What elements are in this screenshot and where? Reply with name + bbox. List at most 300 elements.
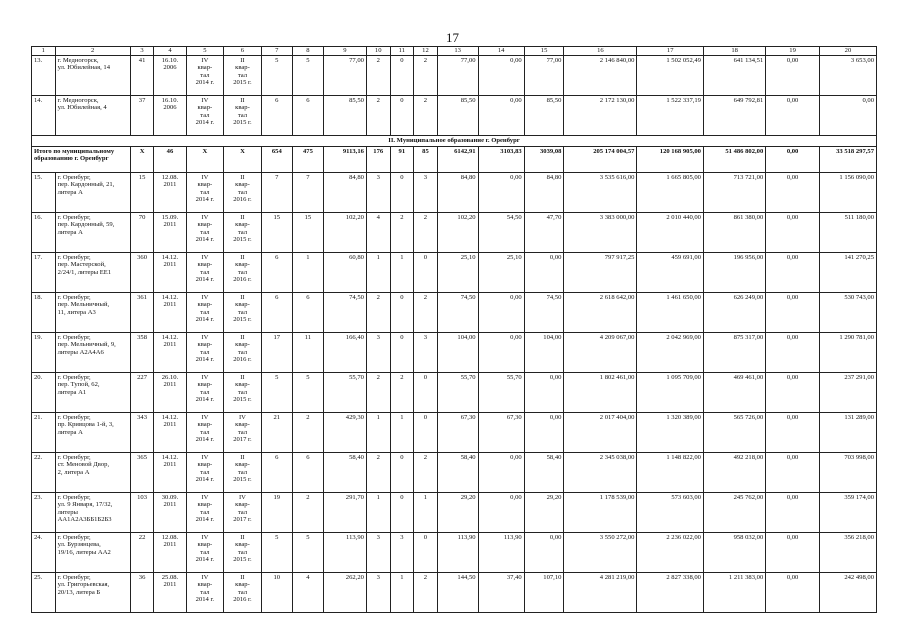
value-cell: 0,00 xyxy=(766,373,820,413)
value-cell: 649 792,81 xyxy=(703,96,765,136)
column-number-cell: 9 xyxy=(323,47,366,56)
address-cell: г. Оренбург, пр. Кривцова 1-й, 3, литера А xyxy=(55,413,130,453)
value-cell: 113,90 xyxy=(437,533,478,573)
value-cell: 37 xyxy=(130,96,154,136)
value-cell: 0,00 xyxy=(766,453,820,493)
value-cell: 15.09. 2011 xyxy=(154,213,186,253)
column-number-cell: 1 xyxy=(32,47,56,56)
value-cell: 358 xyxy=(130,333,154,373)
value-cell: 0 xyxy=(414,373,438,413)
value-cell: 16.10. 2006 xyxy=(154,96,186,136)
value-cell: 459 691,00 xyxy=(637,253,704,293)
value-cell: 2 236 022,00 xyxy=(637,533,704,573)
value-cell: 55,70 xyxy=(323,373,366,413)
value-cell: 77,00 xyxy=(437,56,478,96)
total-value-cell: 120 168 905,00 xyxy=(637,147,704,173)
value-cell: 0,00 xyxy=(524,413,564,453)
value-cell: 861 380,00 xyxy=(703,213,765,253)
value-cell: 2 017 404,00 xyxy=(564,413,637,453)
value-cell: 12.08. 2011 xyxy=(154,533,186,573)
value-cell: 14.12. 2011 xyxy=(154,333,186,373)
row-number-cell: 24. xyxy=(32,533,56,573)
value-cell: 67,30 xyxy=(478,413,524,453)
value-cell: 0,00 xyxy=(819,96,876,136)
table-row xyxy=(32,373,877,413)
table-row xyxy=(32,453,877,493)
address-cell: г. Оренбург, пер. Кардонный, 59, литера А xyxy=(55,213,130,253)
value-cell: 1 xyxy=(390,413,414,453)
address-cell: г. Оренбург, пер. Мельничный, 11, литера А3 xyxy=(55,293,130,333)
value-cell: 237 291,00 xyxy=(819,373,876,413)
value-cell: II квар- тал 2016 г. xyxy=(224,173,262,213)
address-cell: г. Оренбург, пер. Мастерской, 2/24/1, литеры ЕЕ1 xyxy=(55,253,130,293)
value-cell: 1 xyxy=(366,493,390,533)
value-cell: 6 xyxy=(261,293,292,333)
value-cell: 1 290 781,00 xyxy=(819,333,876,373)
row-number-cell: 14. xyxy=(32,96,56,136)
value-cell: 2 010 440,00 xyxy=(637,213,704,253)
value-cell: 17 xyxy=(261,333,292,373)
value-cell: II квар- тал 2015 г. xyxy=(224,213,262,253)
value-cell: 359 174,00 xyxy=(819,493,876,533)
column-number-cell: 18 xyxy=(703,47,765,56)
total-value-cell: 654 xyxy=(261,147,292,173)
value-cell: 74,50 xyxy=(524,293,564,333)
section-header-row xyxy=(32,136,877,147)
address-cell: г. Оренбург, ул. Бурзянцева, 19/16, литеры АА2 xyxy=(55,533,130,573)
column-number-cell: 11 xyxy=(390,47,414,56)
value-cell: 1 xyxy=(292,253,323,293)
value-cell: 166,40 xyxy=(323,333,366,373)
value-cell: 102,20 xyxy=(323,213,366,253)
value-cell: 0,00 xyxy=(766,413,820,453)
value-cell: 26.10. 2011 xyxy=(154,373,186,413)
total-value-cell: 176 xyxy=(366,147,390,173)
value-cell: 14.12. 2011 xyxy=(154,253,186,293)
row-number-cell: 22. xyxy=(32,453,56,493)
value-cell: 84,80 xyxy=(437,173,478,213)
value-cell: 84,80 xyxy=(524,173,564,213)
value-cell: 0,00 xyxy=(478,333,524,373)
table-row xyxy=(32,173,877,213)
value-cell: 5 xyxy=(292,533,323,573)
table-row xyxy=(32,493,877,533)
total-value-cell: 9113,16 xyxy=(323,147,366,173)
value-cell: 2 xyxy=(292,493,323,533)
total-value-cell: 6142,91 xyxy=(437,147,478,173)
page-number: 17 xyxy=(446,30,459,45)
value-cell: 1 xyxy=(414,493,438,533)
value-cell: 58,40 xyxy=(323,453,366,493)
value-cell: 1 178 539,00 xyxy=(564,493,637,533)
value-cell: IV квар- тал 2014 г. xyxy=(186,213,224,253)
value-cell: 0,00 xyxy=(524,533,564,573)
value-cell: IV квар- тал 2014 г. xyxy=(186,373,224,413)
value-cell: 25,10 xyxy=(437,253,478,293)
table-row xyxy=(32,573,877,613)
value-cell: 85,50 xyxy=(323,96,366,136)
value-cell: 5 xyxy=(292,373,323,413)
value-cell: 6 xyxy=(261,96,292,136)
value-cell: 2 827 338,00 xyxy=(637,573,704,613)
value-cell: 227 xyxy=(130,373,154,413)
row-number-cell: 23. xyxy=(32,493,56,533)
value-cell: II квар- тал 2016 г. xyxy=(224,573,262,613)
value-cell: 0 xyxy=(390,333,414,373)
value-cell: 14.12. 2011 xyxy=(154,293,186,333)
value-cell: IV квар- тал 2017 г. xyxy=(224,493,262,533)
row-number-cell: 16. xyxy=(32,213,56,253)
value-cell: IV квар- тал 2014 г. xyxy=(186,96,224,136)
value-cell: 2 xyxy=(366,96,390,136)
value-cell: 2 xyxy=(414,453,438,493)
value-cell: 58,40 xyxy=(524,453,564,493)
address-cell: г. Оренбург, пер. Мельничный, 9, литеры А2А4А6 xyxy=(55,333,130,373)
value-cell: IV квар- тал 2014 г. xyxy=(186,493,224,533)
value-cell: 6 xyxy=(292,293,323,333)
column-number-cell: 2 xyxy=(55,47,130,56)
value-cell: 0,00 xyxy=(766,213,820,253)
value-cell: 1 802 461,00 xyxy=(564,373,637,413)
value-cell: 74,50 xyxy=(437,293,478,333)
value-cell: 958 032,00 xyxy=(703,533,765,573)
value-cell: 5 xyxy=(261,533,292,573)
value-cell: 41 xyxy=(130,56,154,96)
value-cell: 22 xyxy=(130,533,154,573)
value-cell: IV квар- тал 2014 г. xyxy=(186,533,224,573)
column-number-cell: 5 xyxy=(186,47,224,56)
value-cell: 25.08. 2011 xyxy=(154,573,186,613)
value-cell: 1 211 383,00 xyxy=(703,573,765,613)
section-title: II. Муниципальное образование г. Оренбург xyxy=(32,136,877,147)
value-cell: 3 xyxy=(366,173,390,213)
value-cell: 2 146 840,00 xyxy=(564,56,637,96)
total-value-cell: X xyxy=(224,147,262,173)
total-value-cell: 475 xyxy=(292,147,323,173)
value-cell: 3 xyxy=(414,333,438,373)
value-cell: 0 xyxy=(390,493,414,533)
value-cell: 0,00 xyxy=(766,173,820,213)
value-cell: 7 xyxy=(261,173,292,213)
total-value-cell: 91 xyxy=(390,147,414,173)
value-cell: 469 461,00 xyxy=(703,373,765,413)
value-cell: 47,70 xyxy=(524,213,564,253)
table-row xyxy=(32,56,877,96)
value-cell: 0,00 xyxy=(766,293,820,333)
value-cell: 3 550 272,00 xyxy=(564,533,637,573)
value-cell: 14.12. 2011 xyxy=(154,413,186,453)
value-cell: 58,40 xyxy=(437,453,478,493)
value-cell: 37,40 xyxy=(478,573,524,613)
value-cell: 2 172 130,00 xyxy=(564,96,637,136)
value-cell: 6 xyxy=(261,453,292,493)
value-cell: 360 xyxy=(130,253,154,293)
total-value-cell: 85 xyxy=(414,147,438,173)
value-cell: 113,90 xyxy=(323,533,366,573)
table-row xyxy=(32,533,877,573)
value-cell: 4 xyxy=(366,213,390,253)
value-cell: II квар- тал 2016 г. xyxy=(224,333,262,373)
value-cell: 77,00 xyxy=(323,56,366,96)
value-cell: 15 xyxy=(261,213,292,253)
value-cell: 3 383 000,00 xyxy=(564,213,637,253)
row-number-cell: 13. xyxy=(32,56,56,96)
value-cell: 0,00 xyxy=(766,56,820,96)
total-value-cell: 0,00 xyxy=(766,147,820,173)
value-cell: 0,00 xyxy=(524,373,564,413)
value-cell: 713 721,00 xyxy=(703,173,765,213)
value-cell: 113,90 xyxy=(478,533,524,573)
value-cell: 2 xyxy=(390,373,414,413)
value-cell: 29,20 xyxy=(524,493,564,533)
row-number-cell: 21. xyxy=(32,413,56,453)
value-cell: 0 xyxy=(390,56,414,96)
address-cell: г. Оренбург, ул. 9 Января, 17/32, литеры АА1А2А3ББ1Б2Б3 xyxy=(55,493,130,533)
column-number-cell: 10 xyxy=(366,47,390,56)
value-cell: 54,50 xyxy=(478,213,524,253)
value-cell: 0 xyxy=(414,413,438,453)
value-cell: IV квар- тал 2014 г. xyxy=(186,573,224,613)
value-cell: 131 289,00 xyxy=(819,413,876,453)
value-cell: 16.10. 2006 xyxy=(154,56,186,96)
table-row xyxy=(32,413,877,453)
value-cell: 0,00 xyxy=(478,173,524,213)
value-cell: 2 345 038,00 xyxy=(564,453,637,493)
value-cell: 4 209 067,00 xyxy=(564,333,637,373)
value-cell: 1 156 090,00 xyxy=(819,173,876,213)
table-row xyxy=(32,213,877,253)
value-cell: 0,00 xyxy=(478,293,524,333)
value-cell: 1 095 709,00 xyxy=(637,373,704,413)
row-number-cell: 18. xyxy=(32,293,56,333)
value-cell: 55,70 xyxy=(437,373,478,413)
value-cell: 0,00 xyxy=(478,96,524,136)
value-cell: 60,80 xyxy=(323,253,366,293)
value-cell: 14.12. 2011 xyxy=(154,453,186,493)
value-cell: 107,10 xyxy=(524,573,564,613)
value-cell: II квар- тал 2015 г. xyxy=(224,533,262,573)
column-number-cell: 16 xyxy=(564,47,637,56)
value-cell: 103 xyxy=(130,493,154,533)
value-cell: 429,30 xyxy=(323,413,366,453)
value-cell: 245 762,00 xyxy=(703,493,765,533)
value-cell: 1 502 052,49 xyxy=(637,56,704,96)
value-cell: 2 618 642,00 xyxy=(564,293,637,333)
value-cell: 7 xyxy=(292,173,323,213)
address-cell: г. Медногорск, ул. Юбилейная, 14 xyxy=(55,56,130,96)
value-cell: 0,00 xyxy=(766,573,820,613)
value-cell: 2 xyxy=(366,453,390,493)
value-cell: 21 xyxy=(261,413,292,453)
value-cell: 343 xyxy=(130,413,154,453)
value-cell: 29,20 xyxy=(437,493,478,533)
column-number-cell: 19 xyxy=(766,47,820,56)
table-row xyxy=(32,253,877,293)
value-cell: 0,00 xyxy=(478,453,524,493)
address-cell: г. Оренбург, ст. Меновой Двор, 2, литера А xyxy=(55,453,130,493)
value-cell: 641 134,51 xyxy=(703,56,765,96)
row-number-cell: 25. xyxy=(32,573,56,613)
value-cell: 0 xyxy=(390,96,414,136)
value-cell: 144,50 xyxy=(437,573,478,613)
value-cell: 242 498,00 xyxy=(819,573,876,613)
row-number-cell: 20. xyxy=(32,373,56,413)
value-cell: IV квар- тал 2014 г. xyxy=(186,56,224,96)
value-cell: 2 xyxy=(414,96,438,136)
address-cell: г. Оренбург, ул. Григорьевская, 20/13, литера Б xyxy=(55,573,130,613)
value-cell: 6 xyxy=(292,453,323,493)
value-cell: 1 665 805,00 xyxy=(637,173,704,213)
value-cell: 0,00 xyxy=(478,493,524,533)
value-cell: 1 xyxy=(366,253,390,293)
value-cell: II квар- тал 2015 г. xyxy=(224,453,262,493)
value-cell: 1 xyxy=(366,413,390,453)
value-cell: 2 xyxy=(366,373,390,413)
value-cell: 1 xyxy=(390,573,414,613)
value-cell: 2 xyxy=(292,413,323,453)
value-cell: 2 xyxy=(414,56,438,96)
value-cell: 3 xyxy=(414,173,438,213)
value-cell: 196 956,00 xyxy=(703,253,765,293)
value-cell: 2 xyxy=(366,293,390,333)
value-cell: 4 281 219,00 xyxy=(564,573,637,613)
value-cell: 703 998,00 xyxy=(819,453,876,493)
value-cell: 2 xyxy=(414,293,438,333)
value-cell: 5 xyxy=(261,373,292,413)
total-row xyxy=(32,147,877,173)
value-cell: II квар- тал 2016 г. xyxy=(224,253,262,293)
value-cell: 0,00 xyxy=(766,96,820,136)
value-cell: 85,50 xyxy=(437,96,478,136)
value-cell: 3 xyxy=(366,533,390,573)
value-cell: 3 535 616,00 xyxy=(564,173,637,213)
value-cell: IV квар- тал 2014 г. xyxy=(186,253,224,293)
value-cell: 3 xyxy=(366,333,390,373)
column-number-cell: 15 xyxy=(524,47,564,56)
value-cell: 365 xyxy=(130,453,154,493)
value-cell: IV квар- тал 2014 г. xyxy=(186,173,224,213)
address-cell: г. Оренбург, пер. Тупой, 62, литера А1 xyxy=(55,373,130,413)
column-number-cell: 6 xyxy=(224,47,262,56)
value-cell: IV квар- тал 2014 г. xyxy=(186,453,224,493)
value-cell: 15 xyxy=(130,173,154,213)
column-number-cell: 17 xyxy=(637,47,704,56)
value-cell: 77,00 xyxy=(524,56,564,96)
address-cell: г. Медногорск, ул. Юбилейная, 4 xyxy=(55,96,130,136)
value-cell: 67,30 xyxy=(437,413,478,453)
value-cell: 0,00 xyxy=(766,533,820,573)
value-cell: 3 653,00 xyxy=(819,56,876,96)
value-cell: 1 522 337,19 xyxy=(637,96,704,136)
value-cell: 530 743,00 xyxy=(819,293,876,333)
value-cell: 104,00 xyxy=(437,333,478,373)
value-cell: 5 xyxy=(261,56,292,96)
value-cell: 15 xyxy=(292,213,323,253)
value-cell: 0,00 xyxy=(766,253,820,293)
value-cell: 626 249,00 xyxy=(703,293,765,333)
value-cell: 2 xyxy=(366,56,390,96)
value-cell: 74,50 xyxy=(323,293,366,333)
value-cell: 1 461 650,00 xyxy=(637,293,704,333)
total-value-cell: 205 174 004,57 xyxy=(564,147,637,173)
value-cell: IV квар- тал 2017 г. xyxy=(224,413,262,453)
value-cell: 2 xyxy=(390,213,414,253)
column-number-row xyxy=(32,47,877,56)
housing-resettlement-table xyxy=(31,46,877,613)
value-cell: 0,00 xyxy=(478,56,524,96)
value-cell: 0,00 xyxy=(766,333,820,373)
value-cell: 3 xyxy=(390,533,414,573)
total-value-cell: 3039,08 xyxy=(524,147,564,173)
value-cell: 102,20 xyxy=(437,213,478,253)
column-number-cell: 20 xyxy=(819,47,876,56)
total-value-cell: X xyxy=(186,147,224,173)
value-cell: 141 270,25 xyxy=(819,253,876,293)
value-cell: 11 xyxy=(292,333,323,373)
value-cell: 36 xyxy=(130,573,154,613)
total-value-cell: 3103,83 xyxy=(478,147,524,173)
total-value-cell: 33 518 297,57 xyxy=(819,147,876,173)
value-cell: 0 xyxy=(390,453,414,493)
value-cell: II квар- тал 2015 г. xyxy=(224,373,262,413)
value-cell: 70 xyxy=(130,213,154,253)
value-cell: 361 xyxy=(130,293,154,333)
table-row xyxy=(32,333,877,373)
total-label: Итого по муниципальному образованию г. Оренбург xyxy=(32,147,131,173)
value-cell: II квар- тал 2015 г. xyxy=(224,56,262,96)
value-cell: 55,70 xyxy=(478,373,524,413)
row-number-cell: 17. xyxy=(32,253,56,293)
column-number-cell: 12 xyxy=(414,47,438,56)
value-cell: 356 218,00 xyxy=(819,533,876,573)
column-number-cell: 7 xyxy=(261,47,292,56)
value-cell: 875 317,00 xyxy=(703,333,765,373)
value-cell: 84,80 xyxy=(323,173,366,213)
value-cell: 6 xyxy=(292,96,323,136)
table-row xyxy=(32,96,877,136)
total-value-cell: 51 486 802,00 xyxy=(703,147,765,173)
value-cell: 6 xyxy=(261,253,292,293)
value-cell: 12.08. 2011 xyxy=(154,173,186,213)
address-cell: г. Оренбург, пер. Кардонный, 21, литера А xyxy=(55,173,130,213)
row-number-cell: 15. xyxy=(32,173,56,213)
value-cell: 511 180,00 xyxy=(819,213,876,253)
value-cell: 10 xyxy=(261,573,292,613)
column-number-cell: 13 xyxy=(437,47,478,56)
value-cell: IV квар- тал 2014 г. xyxy=(186,293,224,333)
value-cell: 30.09. 2011 xyxy=(154,493,186,533)
value-cell: II квар- тал 2015 г. xyxy=(224,293,262,333)
total-value-cell: 46 xyxy=(154,147,186,173)
column-number-cell: 4 xyxy=(154,47,186,56)
value-cell: 797 917,25 xyxy=(564,253,637,293)
value-cell: 1 xyxy=(390,253,414,293)
value-cell: 85,50 xyxy=(524,96,564,136)
value-cell: 4 xyxy=(292,573,323,613)
value-cell: 1 320 389,00 xyxy=(637,413,704,453)
value-cell: 0 xyxy=(390,293,414,333)
table-row xyxy=(32,293,877,333)
value-cell: 1 148 822,00 xyxy=(637,453,704,493)
column-number-cell: 14 xyxy=(478,47,524,56)
value-cell: II квар- тал 2015 г. xyxy=(224,96,262,136)
column-number-cell: 3 xyxy=(130,47,154,56)
value-cell: 2 xyxy=(414,213,438,253)
value-cell: 492 218,00 xyxy=(703,453,765,493)
total-value-cell: X xyxy=(130,147,154,173)
value-cell: 2 042 969,00 xyxy=(637,333,704,373)
row-number-cell: 19. xyxy=(32,333,56,373)
